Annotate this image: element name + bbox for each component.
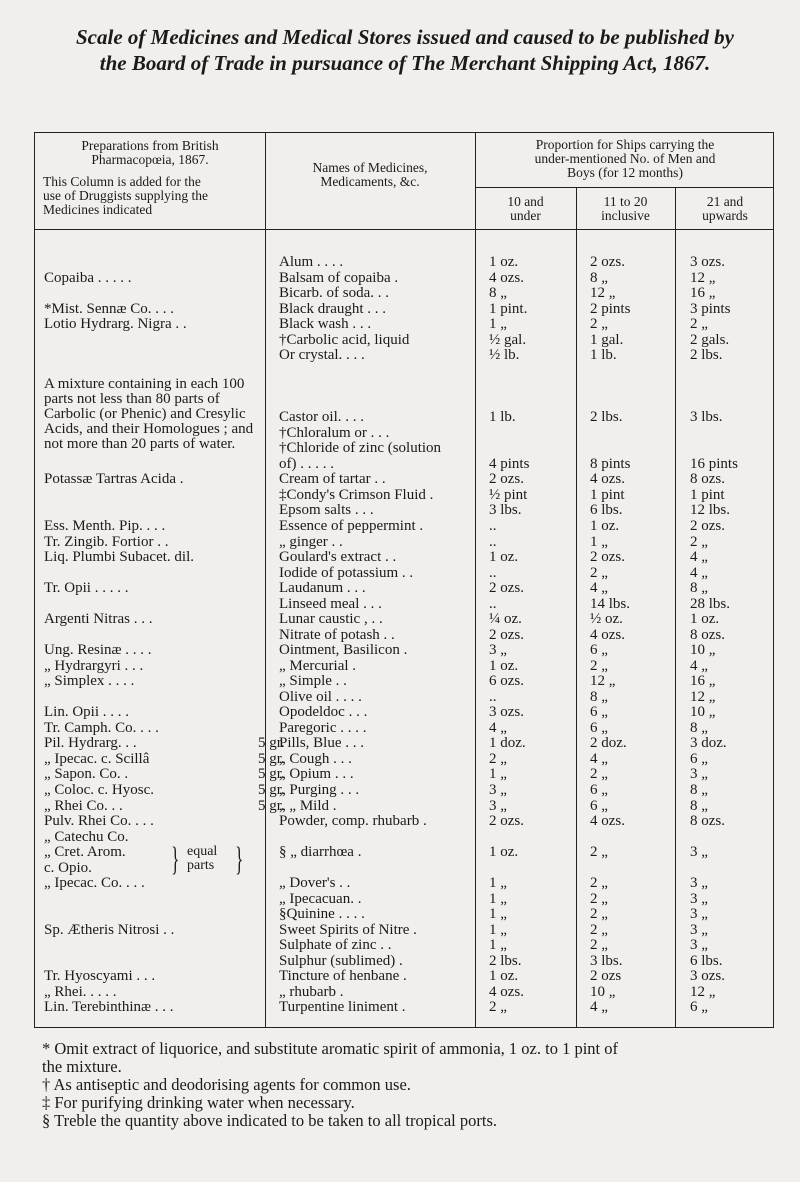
qty-11-20-cell: 6 lbs. (590, 502, 623, 519)
dose-cell: 5 gr. (258, 766, 285, 783)
qty-21-up-cell: 8 ozs. (690, 471, 725, 488)
qty-10-under-cell: 1 „ (489, 766, 507, 783)
qty-11-20-cell: 6 „ (590, 782, 608, 799)
qty-21-up-cell: 3 „ (690, 766, 708, 783)
header-text: This Column is added for the (43, 174, 201, 189)
table-row (35, 969, 775, 984)
medicine-name-cell: Goulard's extract . . (279, 549, 397, 566)
header-text: 21 and (706, 194, 744, 209)
qty-10-under-cell: 2 ozs. (489, 813, 524, 830)
medicine-name-cell: of) . . . . . (279, 455, 334, 472)
preparation-cell: Pil. Hydrarg. . . (44, 735, 137, 752)
dose-cell: 5 gr. (258, 797, 285, 814)
medicine-name-cell: „ Opium . . . (279, 766, 354, 783)
header-text: 11 to 20 (603, 194, 648, 209)
qty-11-20-cell: 1 pint (590, 486, 625, 503)
preparation-cell: „ Cret. Arom. (44, 844, 126, 861)
qty-11-20-cell: 2 „ (590, 844, 608, 861)
medicine-scale-table (34, 132, 774, 1028)
qty-21-up-cell: 8 ozs. (690, 813, 725, 830)
qty-11-20-cell: 12 „ (590, 285, 616, 302)
header-text: use of Druggists supplying the (43, 188, 208, 203)
qty-10-under-cell: 3 lbs. (489, 502, 522, 519)
qty-21-up-cell: 16 pints (690, 455, 738, 472)
qty-10-under-cell: ¼ oz. (489, 611, 522, 628)
qty-21-up-cell: 2 „ (690, 316, 708, 333)
qty-21-up-cell: 10 „ (690, 642, 716, 659)
qty-11-20-cell: 2 „ (590, 316, 608, 333)
header-21-and-upwards (675, 195, 775, 223)
header-text: Medicaments, &c. (320, 174, 420, 189)
table-row (35, 938, 775, 953)
medicine-name-cell: †Carbolic acid, liquid (279, 331, 410, 348)
qty-11-20-cell: 8 „ (590, 688, 608, 705)
qty-11-20-cell: 2 lbs. (590, 409, 623, 426)
qty-11-20-cell: 2 „ (590, 906, 608, 923)
qty-11-20-cell: 2 „ (590, 657, 608, 674)
preparation-cell: Lotio Hydrarg. Nigra . . (44, 316, 187, 333)
medicine-name-cell: ‡Condy's Crimson Fluid . (279, 486, 434, 503)
qty-11-20-cell: 4 ozs. (590, 626, 625, 643)
preparation-cell: Ess. Menth. Pip. . . . (44, 518, 166, 534)
table-row (35, 876, 775, 891)
preparation-cell: Lin. Opii . . . . (44, 704, 129, 721)
preparation-cell: Sp. Ætheris Nitrosi . . (44, 921, 175, 938)
medicine-name-cell: Iodide of potassium . . (279, 564, 414, 581)
table-row (35, 783, 775, 798)
qty-11-20-cell: 2 „ (590, 937, 608, 954)
qty-10-under-cell: 3 „ (489, 642, 507, 659)
qty-21-up-cell: 3 lbs. (690, 409, 723, 426)
table-row (35, 566, 775, 581)
table-row (35, 535, 775, 550)
preparation-cell: c. Opio. (44, 859, 92, 876)
header-text: upwards (702, 208, 748, 223)
medicine-name-cell: Essence of peppermint . (279, 518, 424, 534)
medicine-name-cell: „ ginger . . (279, 533, 343, 550)
preparation-cell: „ Simplex . . . . (44, 673, 135, 690)
qty-10-under-cell: 1 „ (489, 875, 507, 892)
preparation-cell: Copaiba . . . . . (44, 269, 132, 286)
qty-10-under-cell: .. (489, 595, 497, 612)
header-druggists-note (43, 175, 258, 217)
table-row (35, 302, 775, 317)
preparation-cell: „ Coloc. c. Hyosc. (44, 782, 154, 799)
medicine-name-cell: Alum . . . . (279, 254, 344, 270)
medicine-name-cell: „ Mercurial . (279, 657, 357, 674)
qty-11-20-cell: 6 „ (590, 797, 608, 814)
table-row (35, 426, 775, 441)
qty-10-under-cell: 4 ozs. (489, 983, 524, 1000)
table-row (35, 892, 775, 907)
qty-11-20-cell: 4 „ (590, 580, 608, 597)
header-bottom-rule (35, 229, 773, 230)
qty-10-under-cell: 1 „ (489, 906, 507, 923)
table-row (35, 907, 775, 922)
table-row (35, 550, 775, 565)
qty-11-20-cell: 2 „ (590, 564, 608, 581)
qty-21-up-cell: 6 lbs. (690, 952, 723, 969)
preparation-cell: Potassæ Tartras Acida . (44, 471, 184, 488)
header-proportion (475, 138, 775, 180)
qty-11-20-cell: 8 „ (590, 269, 608, 286)
table-row (35, 348, 775, 363)
qty-11-20-cell: 2 „ (590, 766, 608, 783)
qty-10-under-cell: ½ lb. (489, 347, 520, 364)
header-text: Proportion for Ships carrying the (535, 137, 715, 152)
qty-11-20-cell: 2 „ (590, 921, 608, 938)
qty-10-under-cell: 2 lbs. (489, 952, 522, 969)
medicine-name-cell: „ „ Mild . (279, 797, 337, 814)
table-row (35, 410, 775, 425)
medicine-name-cell: „ Cough . . . (279, 750, 352, 767)
medicine-name-cell: Olive oil . . . . (279, 688, 362, 705)
table-row (35, 830, 775, 845)
qty-10-under-cell: 1 oz. (489, 657, 519, 674)
qty-10-under-cell: 1 „ (489, 890, 507, 907)
qty-21-up-cell: 3 ozs. (690, 254, 725, 270)
preparation-cell: Tr. Zingib. Fortior . . (44, 533, 169, 550)
qty-21-up-cell: 16 „ (690, 673, 716, 690)
footnote: § Treble the quantity above indicated to be taken to all tropical ports. (42, 1111, 498, 1130)
preparation-cell: „ Catechu Co. (44, 828, 129, 845)
qty-10-under-cell: 1 oz. (489, 549, 519, 566)
footnote: † As antiseptic and deodorising agents for common use. (42, 1075, 411, 1094)
qty-10-under-cell: 8 „ (489, 285, 507, 302)
medicine-name-cell: „ Dover's . . (279, 875, 351, 892)
qty-11-20-cell: 2 „ (590, 875, 608, 892)
medicine-name-cell: Sulphate of zinc . . (279, 937, 392, 954)
brace-left: } (171, 841, 180, 878)
medicine-name-cell: †Chloride of zinc (solution (279, 440, 442, 457)
qty-21-up-cell: 16 „ (690, 285, 716, 302)
qty-21-up-cell: 4 „ (690, 657, 708, 674)
qty-10-under-cell: 1 lb. (489, 409, 516, 426)
qty-21-up-cell: 3 „ (690, 844, 708, 861)
table-row (35, 674, 775, 689)
qty-10-under-cell: 1 oz. (489, 844, 519, 861)
qty-10-under-cell: ½ gal. (489, 331, 527, 348)
table-row (35, 488, 775, 503)
medicine-name-cell: Sulphur (sublimed) . (279, 952, 403, 969)
qty-10-under-cell: 1 „ (489, 937, 507, 954)
qty-21-up-cell: 12 „ (690, 269, 716, 286)
preparation-cell: *Mist. Sennæ Co. . . . (44, 300, 175, 317)
table-row (35, 364, 775, 379)
preparation-cell: Ung. Resinæ . . . . (44, 642, 152, 659)
qty-10-under-cell: 6 ozs. (489, 673, 524, 690)
qty-21-up-cell: 3 „ (690, 875, 708, 892)
medicine-name-cell: Black draught . . . (279, 300, 387, 317)
qty-21-up-cell: 2 gals. (690, 331, 730, 348)
qty-21-up-cell: 4 „ (690, 564, 708, 581)
footnote: * Omit extract of liquorice, and substitute aromatic spirit of ammonia, 1 oz. to 1 pint of (42, 1039, 618, 1058)
table-row (35, 441, 775, 456)
qty-11-20-cell: 4 ozs. (590, 813, 625, 830)
qty-11-20-cell: 1 lb. (590, 347, 617, 364)
medicine-name-cell: †Chloralum or . . . (279, 424, 390, 441)
qty-21-up-cell: 1 oz. (690, 611, 720, 628)
qty-10-under-cell: 2 „ (489, 750, 507, 767)
table-row (35, 814, 775, 829)
table-row (35, 690, 775, 705)
qty-21-up-cell: 2 lbs. (690, 347, 723, 364)
dose-cell: 5 gr. (258, 750, 285, 767)
qty-11-20-cell: 6 „ (590, 719, 608, 736)
brace-right: } (235, 841, 244, 878)
qty-21-up-cell: 3 doz. (690, 735, 727, 752)
table-row (35, 659, 775, 674)
medicine-name-cell: Sweet Spirits of Nitre . (279, 921, 417, 938)
qty-11-20-cell: 4 ozs. (590, 471, 625, 488)
qty-11-20-cell: 14 lbs. (590, 595, 631, 612)
header-preparations (35, 139, 265, 167)
qty-21-up-cell: 8 „ (690, 797, 708, 814)
qty-11-20-cell: 10 „ (590, 983, 616, 1000)
qty-11-20-cell: 2 ozs (590, 968, 622, 985)
qty-10-under-cell: 1 „ (489, 316, 507, 333)
qty-10-under-cell: .. (489, 518, 497, 534)
qty-10-under-cell: 3 ozs. (489, 704, 524, 721)
medicine-name-cell: Linseed meal . . . (279, 595, 382, 612)
qty-10-under-cell: 2 ozs. (489, 626, 524, 643)
qty-10-under-cell: 4 ozs. (489, 269, 524, 286)
header-text: under (510, 208, 541, 223)
qty-21-up-cell: 3 „ (690, 906, 708, 923)
medicine-name-cell: Laudanum . . . (279, 580, 366, 597)
table-row (35, 861, 775, 876)
qty-11-20-cell: 2 „ (590, 890, 608, 907)
table-row (35, 317, 775, 332)
table-row (35, 628, 775, 643)
table-row (35, 752, 775, 767)
medicine-name-cell: Ointment, Basilicon . (279, 642, 408, 659)
medicine-name-cell: Lunar caustic , . . (279, 611, 383, 628)
table-row (35, 736, 775, 751)
qty-10-under-cell: 1 oz. (489, 968, 519, 985)
preparation-cell: Tr. Camph. Co. . . . (44, 719, 159, 736)
medicine-name-cell: Balsam of copaiba . (279, 269, 399, 286)
dose-cell: 5 gr. (258, 782, 285, 799)
preparation-cell: „ Ipecac. c. Scillâ (44, 750, 150, 767)
page-title (40, 24, 770, 76)
qty-10-under-cell: 1 pint. (489, 300, 528, 317)
qty-11-20-cell: 1 oz. (590, 518, 620, 534)
qty-11-20-cell: 2 pints (590, 300, 631, 317)
table-row (35, 286, 775, 301)
footnotes (42, 1040, 772, 1130)
qty-11-20-cell: 1 „ (590, 533, 608, 550)
qty-11-20-cell: 2 ozs. (590, 549, 625, 566)
table-row (35, 333, 775, 348)
medicine-name-cell: „ Simple . . (279, 673, 347, 690)
table-row (35, 1000, 775, 1015)
qty-21-up-cell: 2 „ (690, 533, 708, 550)
qty-21-up-cell: 1 pint (690, 486, 725, 503)
qty-11-20-cell: 2 ozs. (590, 254, 625, 270)
medicine-name-cell: Opodeldoc . . . (279, 704, 368, 721)
table-row (35, 395, 775, 410)
table-row (35, 643, 775, 658)
medicine-name-cell: Epsom salts . . . (279, 502, 374, 519)
medicine-name-cell: Or crystal. . . . (279, 347, 365, 364)
qty-11-20-cell: ½ oz. (590, 611, 623, 628)
qty-21-up-cell: 12 „ (690, 688, 716, 705)
medicine-name-cell: „ rhubarb . (279, 983, 344, 1000)
table-row (35, 457, 775, 472)
header-text: Medicines indicated (43, 202, 153, 217)
qty-10-under-cell: 2 „ (489, 999, 507, 1016)
qty-21-up-cell: 8 „ (690, 782, 708, 799)
qty-10-under-cell: 1 doz. (489, 735, 526, 752)
qty-10-under-cell: .. (489, 533, 497, 550)
qty-11-20-cell: 1 gal. (590, 331, 624, 348)
qty-21-up-cell: 3 pints (690, 300, 731, 317)
medicine-name-cell: Powder, comp. rhubarb . (279, 813, 427, 830)
table-row (35, 767, 775, 782)
qty-11-20-cell: 2 doz. (590, 735, 627, 752)
header-rule (476, 187, 773, 188)
qty-21-up-cell: 12 „ (690, 983, 716, 1000)
header-names (265, 161, 475, 189)
qty-21-up-cell: 10 „ (690, 704, 716, 721)
table-row (35, 705, 775, 720)
medicine-name-cell: Bicarb. of soda. . . (279, 285, 389, 302)
dose-cell: 5 gr. (258, 735, 285, 752)
title-line-2: the Board of Trade in pursuance of The Merchant Shipping Act, 1867. (99, 51, 711, 75)
table-row (35, 597, 775, 612)
qty-21-up-cell: 8 ozs. (690, 626, 725, 643)
table-row (35, 954, 775, 969)
preparation-cell: „ Hydrargyri . . . (44, 657, 144, 674)
header-text: 10 and (507, 194, 544, 209)
medicine-name-cell: §Quinine . . . . (279, 906, 365, 923)
preparation-cell: „ Ipecac. Co. . . . (44, 875, 145, 892)
preparation-cell: Argenti Nitras . . . (44, 611, 153, 628)
medicine-name-cell: § „ diarrhœa . (279, 844, 362, 861)
qty-10-under-cell: 3 „ (489, 782, 507, 799)
table-row (35, 472, 775, 487)
header-text: inclusive (601, 208, 650, 223)
qty-21-up-cell: 6 „ (690, 999, 708, 1016)
medicine-name-cell: Castor oil. . . . (279, 409, 364, 426)
qty-10-under-cell: 4 „ (489, 719, 507, 736)
header-text: Names of Medicines, (312, 160, 428, 175)
qty-10-under-cell: 1 „ (489, 921, 507, 938)
preparation-cell: „ Rhei Co. . . (44, 797, 123, 814)
qty-21-up-cell: 12 lbs. (690, 502, 731, 519)
preparation-cell: Tr. Opii . . . . . (44, 580, 129, 597)
qty-21-up-cell: 6 „ (690, 750, 708, 767)
qty-21-up-cell: 3 „ (690, 890, 708, 907)
medicine-name-cell: „ Purging . . . (279, 782, 360, 799)
qty-11-20-cell: 8 pints (590, 455, 631, 472)
qty-11-20-cell: 6 „ (590, 642, 608, 659)
qty-10-under-cell: .. (489, 688, 497, 705)
preparation-cell: Lin. Terebinthinæ . . . (44, 999, 174, 1016)
preparation-cell: Tr. Hyoscyami . . . (44, 968, 156, 985)
table-row (35, 923, 775, 938)
qty-10-under-cell: 2 ozs. (489, 580, 524, 597)
table-row (35, 612, 775, 627)
qty-21-up-cell: 28 lbs. (690, 595, 731, 612)
medicine-name-cell: Tincture of henbane . (279, 968, 407, 985)
qty-10-under-cell: 3 „ (489, 797, 507, 814)
medicine-name-cell: Pills, Blue . . . (279, 735, 365, 752)
medicine-name-cell: Cream of tartar . . (279, 471, 386, 488)
medicine-name-cell: Turpentine liniment . (279, 999, 406, 1016)
table-row (35, 503, 775, 518)
qty-10-under-cell: 2 ozs. (489, 471, 524, 488)
footnote: the mixture. (42, 1057, 122, 1076)
qty-11-20-cell: 12 „ (590, 673, 616, 690)
preparation-cell: Liq. Plumbi Subacet. dil. (44, 549, 194, 566)
header-text: Preparations from British (81, 138, 219, 153)
qty-21-up-cell: 2 ozs. (690, 518, 725, 534)
qty-11-20-cell: 6 „ (590, 704, 608, 721)
header-11-to-20 (576, 195, 675, 223)
carbolic-mixture-description: A mixture containing in each 100 parts not less than 80 parts of Carbolic (or Phenic) and Cresylic Acids, and their Homologues ; and not more than 20 parts of water. (44, 376, 254, 452)
table-row (35, 799, 775, 814)
medicine-name-cell: Black wash . . . (279, 316, 372, 333)
qty-10-under-cell: 4 pints (489, 455, 530, 472)
qty-21-up-cell: 8 „ (690, 719, 708, 736)
table-row (35, 519, 775, 534)
table-row (35, 985, 775, 1000)
qty-10-under-cell: .. (489, 564, 497, 581)
medicine-name-cell: Nitrate of potash . . (279, 626, 395, 643)
medicine-name-cell: Paregoric . . . . (279, 719, 367, 736)
qty-21-up-cell: 8 „ (690, 580, 708, 597)
table-row (35, 721, 775, 736)
qty-11-20-cell: 3 lbs. (590, 952, 623, 969)
qty-21-up-cell: 3 „ (690, 937, 708, 954)
qty-21-up-cell: 3 ozs. (690, 968, 725, 985)
table-row (35, 581, 775, 596)
preparation-cell: „ Rhei. . . . . (44, 983, 117, 1000)
header-text: Pharmacopœia, 1867. (91, 152, 209, 167)
table-row (35, 379, 775, 394)
table-row (35, 255, 775, 270)
table-row (35, 845, 775, 860)
qty-21-up-cell: 4 „ (690, 549, 708, 566)
table-row (35, 271, 775, 286)
title-line-1: Scale of Medicines and Medical Stores issued and caused to be published by (76, 25, 734, 49)
medicine-name-cell: „ Ipecacuan. . (279, 890, 362, 907)
equal-parts-note: equal parts (187, 844, 218, 873)
header-text: Boys (for 12 months) (567, 165, 683, 180)
qty-21-up-cell: 3 „ (690, 921, 708, 938)
qty-11-20-cell: 4 „ (590, 750, 608, 767)
preparation-cell: Pulv. Rhei Co. . . . (44, 813, 154, 830)
header-text: under-mentioned No. of Men and (534, 151, 716, 166)
qty-10-under-cell: 1 oz. (489, 254, 519, 270)
qty-10-under-cell: ½ pint (489, 486, 528, 503)
footnote: ‡ For purifying drinking water when necessary. (42, 1093, 355, 1112)
header-10-and-under (475, 195, 576, 223)
qty-11-20-cell: 4 „ (590, 999, 608, 1016)
preparation-cell: „ Sapon. Co. . (44, 766, 129, 783)
